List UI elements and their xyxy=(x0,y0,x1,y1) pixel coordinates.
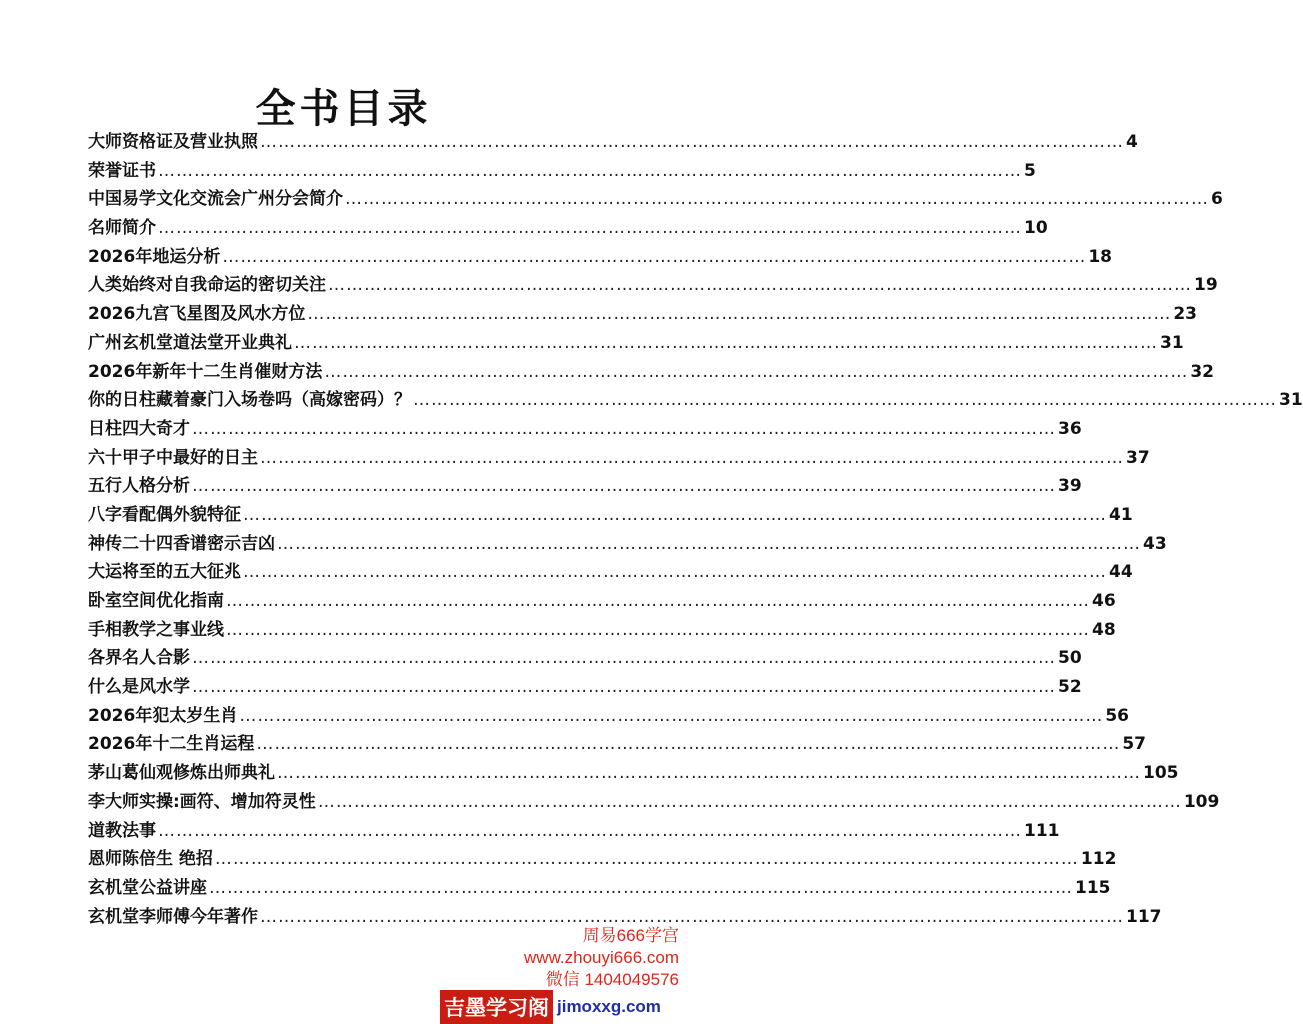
toc-leader-dots: ……………………………………………………………………………………………………………………………… xyxy=(239,705,1104,726)
toc-entry-title: 大师资格证及营业执照 xyxy=(88,132,258,152)
toc-leader-dots: ……………………………………………………………………………………………………………………………… xyxy=(260,906,1124,927)
toc-leader-dots: ……………………………………………………………………………………………………………………………… xyxy=(158,820,1022,841)
toc-entry-page: 19 xyxy=(1194,275,1218,296)
toc-leader-dots: ……………………………………………………………………………………………………………………………… xyxy=(192,677,1056,698)
toc-leader-dots: ……………………………………………………………………………………………………………………………… xyxy=(243,562,1107,583)
toc-leader-dots: ……………………………………………………………………………………………………………………………… xyxy=(317,791,1182,812)
toc-leader-dots: ……………………………………………………………………………………………………………………………… xyxy=(243,504,1107,525)
toc-entry-page: 44 xyxy=(1109,562,1133,583)
toc-entry xyxy=(88,557,1133,586)
toc-entry-title: 2026年新年十二生肖催财方法 xyxy=(88,361,323,382)
toc-entry-page: 6 xyxy=(1211,189,1223,210)
toc-entry-title: 道教法事 xyxy=(88,820,156,841)
toc-entry xyxy=(88,643,1082,672)
toc-leader-dots: ……………………………………………………………………………………………………………………………… xyxy=(192,476,1056,497)
toc-entry xyxy=(88,873,1111,902)
toc-entry xyxy=(88,701,1129,730)
watermark-wechat: 微信 1404049576 xyxy=(545,970,679,989)
page-title: 全书目录 xyxy=(255,85,432,132)
table-of-contents xyxy=(88,127,1303,930)
toc-entry-page: 117 xyxy=(1126,906,1162,927)
toc-entry-title: 荣誉证书 xyxy=(88,160,156,181)
toc-entry-title: 恩师陈倍生 绝招 xyxy=(88,849,213,870)
toc-entry-page: 46 xyxy=(1092,591,1116,611)
toc-entry-page: 32 xyxy=(1190,361,1214,382)
toc-leader-dots: ……………………………………………………………………………………………………………………………… xyxy=(413,390,1277,411)
toc-leader-dots: ……………………………………………………………………………………………………………………………… xyxy=(158,160,1022,181)
toc-entry-title: 各界名人合影 xyxy=(88,648,190,669)
toc-entry-title: 六十甲子中最好的日主 xyxy=(88,447,258,468)
toc-entry xyxy=(88,242,1112,271)
toc-entry-page: 109 xyxy=(1183,791,1220,812)
toc-entry-title: 玄机堂公益讲座 xyxy=(88,877,207,898)
toc-entry-page: 31 xyxy=(1160,332,1184,353)
toc-leader-dots: ……………………………………………………………………………………………………………………………… xyxy=(158,218,1022,239)
toc-leader-dots: ……………………………………………………………………………………………………………………………… xyxy=(192,418,1056,439)
toc-entry-page: 112 xyxy=(1080,849,1117,870)
toc-entry xyxy=(88,127,1138,156)
toc-leader-dots: ……………………………………………………………………………………………………………………………… xyxy=(222,246,1087,267)
toc-entry xyxy=(88,615,1116,644)
toc-leader-dots: ……………………………………………………………………………………………………………………………… xyxy=(345,189,1209,210)
toc-leader-dots: ……………………………………………………………………………………………………………………………… xyxy=(214,849,1079,870)
toc-entry-title: 2026年地运分析 xyxy=(88,246,221,267)
toc-entry-title: 手相教学之事业线 xyxy=(88,619,224,640)
toc-entry xyxy=(88,758,1179,787)
toc-entry xyxy=(88,414,1082,443)
toc-leader-dots: ……………………………………………………………………………………………………………………………… xyxy=(294,332,1158,353)
toc-entry-title: 五行人格分析 xyxy=(88,476,190,497)
watermark-brand xyxy=(440,990,680,1024)
toc-entry-page: 50 xyxy=(1058,648,1082,669)
toc-leader-dots: ……………………………………………………………………………………………………………………………… xyxy=(328,275,1192,296)
toc-entry xyxy=(88,357,1214,386)
toc-entry-page: 57 xyxy=(1122,734,1146,755)
toc-entry-page: 18 xyxy=(1088,246,1112,267)
watermark-site-name: 周易666学宫 xyxy=(582,926,679,945)
toc-entry-title: 大运将至的五大征兆 xyxy=(88,562,241,583)
toc-entry xyxy=(88,270,1218,299)
toc-entry-page: 105 xyxy=(1143,763,1179,784)
toc-entry-title: 玄机堂李师傅今年著作 xyxy=(88,906,258,927)
toc-entry-page: 10 xyxy=(1024,218,1048,239)
toc-leader-dots: ……………………………………………………………………………………………………………………………… xyxy=(324,361,1189,382)
toc-entry xyxy=(88,328,1184,357)
toc-leader-dots: ……………………………………………………………………………………………………………………………… xyxy=(226,591,1090,611)
toc-entry-page: 37 xyxy=(1126,447,1150,468)
toc-entry-page: 31 xyxy=(1279,390,1303,411)
toc-leader-dots: ……………………………………………………………………………………………………………………………… xyxy=(260,132,1124,152)
watermark-brand-name: 吉墨学习阁 xyxy=(440,990,553,1024)
toc-entry xyxy=(88,586,1116,615)
toc-entry-page: 48 xyxy=(1092,619,1116,640)
toc-leader-dots: ……………………………………………………………………………………………………………………………… xyxy=(260,447,1124,468)
toc-leader-dots: ……………………………………………………………………………………………………………………………… xyxy=(256,734,1121,755)
toc-entry-page: 4 xyxy=(1126,132,1138,152)
toc-entry-title: 中国易学文化交流会广州分会简介 xyxy=(88,189,343,210)
toc-entry xyxy=(88,787,1220,816)
toc-leader-dots: ……………………………………………………………………………………………………………………………… xyxy=(277,533,1141,554)
watermark-brand-url: jimoxxg.com xyxy=(557,997,661,1016)
toc-entry xyxy=(88,529,1167,558)
toc-entry-page: 5 xyxy=(1024,160,1036,181)
toc-entry-title: 卧室空间优化指南 xyxy=(88,591,224,611)
toc-entry xyxy=(88,471,1082,500)
toc-entry-page: 111 xyxy=(1024,820,1060,841)
toc-entry-title: 日柱四大奇才 xyxy=(88,418,190,439)
toc-leader-dots: ……………………………………………………………………………………………………………………………… xyxy=(226,619,1090,640)
toc-entry-title: 你的日柱藏着豪门入场卷吗（高嫁密码）？ xyxy=(88,390,411,411)
toc-entry-page: 115 xyxy=(1075,877,1111,898)
toc-entry-page: 56 xyxy=(1105,705,1129,726)
toc-entry-page: 36 xyxy=(1058,418,1082,439)
toc-leader-dots: ……………………………………………………………………………………………………………………………… xyxy=(277,763,1141,784)
toc-entry-title: 茅山葛仙观修炼出师典礼 xyxy=(88,763,275,784)
toc-entry xyxy=(88,213,1048,242)
toc-entry-title: 名师简介 xyxy=(88,218,156,239)
toc-entry-page: 43 xyxy=(1143,533,1167,554)
toc-entry-title: 2026年犯太岁生肖 xyxy=(88,705,238,726)
toc-entry xyxy=(88,156,1036,185)
toc-entry-title: 2026年十二生肖运程 xyxy=(88,734,255,755)
toc-entry xyxy=(88,443,1150,472)
toc-leader-dots: ……………………………………………………………………………………………………………………………… xyxy=(209,877,1073,898)
toc-leader-dots: ……………………………………………………………………………………………………………………………… xyxy=(192,648,1056,669)
toc-entry-title: 八字看配偶外貌特征 xyxy=(88,504,241,525)
watermark-url: www.zhouyi666.com xyxy=(524,948,679,967)
toc-entry xyxy=(88,385,1303,414)
toc-entry-page: 23 xyxy=(1173,304,1197,325)
toc-entry xyxy=(88,844,1117,873)
toc-entry xyxy=(88,184,1223,213)
toc-entry xyxy=(88,500,1133,529)
toc-entry xyxy=(88,299,1197,328)
toc-entry xyxy=(88,816,1060,845)
toc-entry-title: 李大师实操:画符、增加符灵性 xyxy=(88,791,316,812)
toc-entry-page: 39 xyxy=(1058,476,1082,497)
toc-entry-title: 神传二十四香谱密示吉凶 xyxy=(88,533,275,554)
toc-entry-title: 人类始终对自我命运的密切关注 xyxy=(88,275,326,296)
toc-entry xyxy=(88,729,1146,758)
toc-entry-title: 什么是风水学 xyxy=(88,677,190,698)
toc-leader-dots: ……………………………………………………………………………………………………………………………… xyxy=(307,304,1172,325)
toc-entry-title: 2026九宫飞星图及风水方位 xyxy=(88,304,306,325)
toc-entry-page: 52 xyxy=(1058,677,1082,698)
watermark-overlay xyxy=(449,925,679,991)
toc-entry-page: 41 xyxy=(1109,504,1133,525)
toc-entry-title: 广州玄机堂道法堂开业典礼 xyxy=(88,332,292,353)
toc-entry xyxy=(88,672,1082,701)
